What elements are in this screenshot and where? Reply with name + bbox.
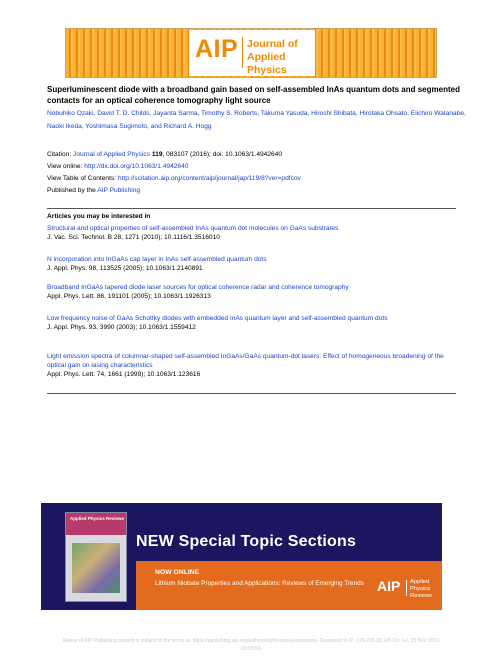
published-label: Published by the [47,187,98,194]
related-article-citation: Appl. Phys. Lett. 86, 191101 (2005); 10.1063/1.1926313 [47,293,211,300]
citation-rest: , 083107 (2016); doi: 10.1063/1.4942640 [162,151,283,158]
related-article-title[interactable]: Broadband InGaAs tapered diode laser sources for optical coherence radar and coherence tomography [47,284,349,291]
article-title: Superluminescent diode with a broadband gain based on self-assembled InAs quantum dots and segmented contacts for an optical coherence tomography light source [47,85,460,105]
aip-logo-text: AIP [195,35,239,63]
citation-label: Citation: [47,151,74,158]
footer-line-1: Reuse of AIP Publishing content is subject to the terms at: https://publishing.aip.org/authors/rights-and-permissions. Download to IP: 129.226.35.145 On: Fri, 25 Nov 2016 [63,638,439,644]
article-authors[interactable]: Nobuhiko Ozaki, David T. D. Childs, Jayanta Sarma, Timothy S. Roberts, Takuma Yasuda, Hiroshi Shibata, Hirotaka Ohsato, Eiichiro Watanabe, Naoki Ikeda, Yoshimasa Sugimoto, and Richard A. Hogg [47,110,466,130]
related-article-title[interactable]: Low frequency noise of GaAs Schottky diodes with embedded InAs quantum layer and self-assembled quantum dots [47,315,388,322]
ad-now-online: NOW ONLINE [155,569,200,576]
related-article-title[interactable]: Structural and optical properties of self-assembled InAs quantum dot molecules on GaAs substrates [47,225,339,232]
toc-label: View Table of Contents: [47,175,118,182]
citation-journal-link[interactable]: Journal of Applied Physics [73,151,151,158]
journal-cover-image [65,512,127,602]
footer-line-2: 09:03:56 [241,646,261,652]
related-article-citation: J. Vac. Sci. Technol. B 28, 1271 (2010); 10.1116/1.3516010 [47,234,220,241]
published-line [47,186,140,195]
related-article-title[interactable]: Light emission spectra of columnar-shaped self-assembled InGaAs/GaAs quantum-dot lasers: Effect of homogeneous broadening of the optical gain on lasing characteristics [47,353,444,369]
related-heading: Articles you may be interested in [47,213,151,220]
related-article-citation: J. Appl. Phys. 93, 3990 (2003); 10.1063/1.1559412 [47,324,196,331]
citation-line [47,150,282,159]
view-online-link[interactable]: http://dx.doi.org/10.1063/1.4942640 [84,163,189,170]
toc-link[interactable]: http://scitation.aip.org/content/aip/journal/jap/119/8?ver=pdfcov [117,175,301,182]
related-article-title[interactable]: N incorporation into InGaAs cap layer in InAs self-assembled quantum dots [47,256,267,263]
view-online-line [47,162,188,171]
ad-logo-divider [406,580,407,596]
toc-line [47,174,301,183]
logo-divider [242,37,243,68]
journal-banner [65,28,437,78]
citation-volume: 119 [150,151,163,158]
ad-logo-journal: Applied Physics Reviews [410,579,432,599]
publisher-link[interactable]: AIP Publishing [97,187,141,194]
journal-logo[interactable] [189,30,315,76]
journal-name: Journal of Applied Physics [247,38,298,76]
reuse-footer [0,637,502,653]
ad-subtitle: Lithium Niobate Properties and Applications: Reviews of Emerging Trends [155,580,364,587]
related-article [47,314,456,332]
divider-bottom [47,393,456,394]
ad-logo-aip-text: AIP [377,578,401,594]
divider-top [47,208,456,209]
cover-title: Applied Physics Reviews [70,516,125,521]
ad-headline: NEW Special Topic Sections [136,533,357,550]
related-article-citation: J. Appl. Phys. 98, 113525 (2005); 10.1063/1.2140891 [47,265,203,272]
cover-artwork [72,543,120,593]
related-article [47,255,456,273]
view-online-label: View online: [47,163,85,170]
related-article [47,283,456,301]
related-article-citation: Appl. Phys. Lett. 74, 1661 (1999); 10.1063/1.123616 [47,371,201,378]
related-article [47,224,456,242]
special-topic-advertisement[interactable] [41,503,442,610]
related-article [47,352,456,379]
